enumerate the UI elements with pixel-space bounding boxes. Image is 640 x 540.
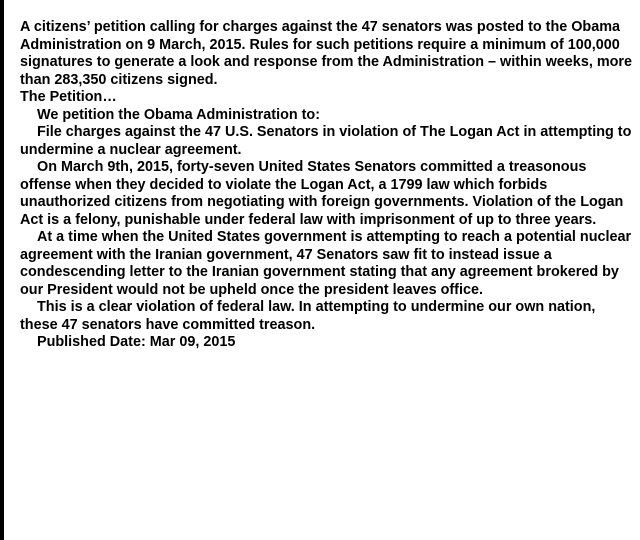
treason-paragraph: This is a clear violation of federal law. In attempting to undermine our own nation, these 47 senators have committed treason. — [20, 299, 596, 333]
intro-paragraph: A citizens’ petition calling for charges against the 47 senators was posted to the Obama Administration on 9 March, 2015. Rules for such petitions require a minimum of 100,000 signatures to generate a look and response from the Administration – within weeks, more than 283,350 citizens signed. — [20, 19, 633, 88]
logan-act-paragraph: On March 9th, 2015, forty-seven United States Senators committed a treasonous offense when they decided to violate the Logan Act, a 1799 law which forbids unauthorized citizens from negotiating with foreign governments. Violation of the Logan Act is a felony, punishable under federal law with imprisonment of up to three years. — [20, 159, 624, 228]
published-date: Published Date: Mar 09, 2015 — [37, 334, 236, 350]
petition-heading: The Petition… — [20, 89, 117, 105]
petition-request-paragraph: File charges against the 47 U.S. Senators in violation of The Logan Act in attempting to undermine a nuclear agreement. — [20, 124, 632, 158]
petition-lead: We petition the Obama Administration to: — [37, 106, 321, 123]
nuclear-agreement-paragraph: At a time when the United States government is attempting to reach a potential nuclear agreement with the Iranian government, 47 Senators saw fit to instead issue a condescending letter to the Iranian government stating that any agreement brokered by our President would not be upheld once the president leaves office. — [20, 229, 632, 298]
petition-document — [20, 19, 632, 352]
left-border — [0, 0, 4, 540]
